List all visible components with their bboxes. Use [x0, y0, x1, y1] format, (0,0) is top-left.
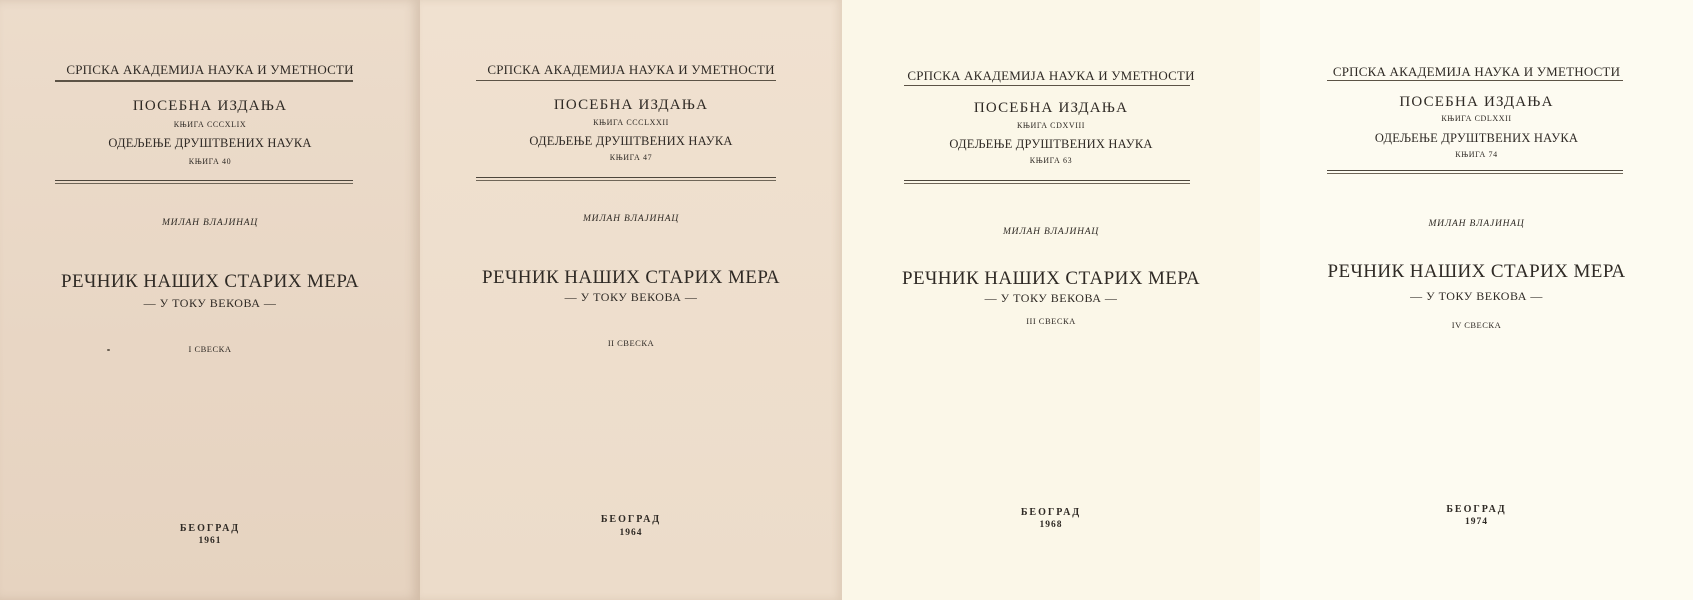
author-name: МИЛАН ВЛАЈИНАЦ: [582, 214, 680, 224]
book-title: РЕЧНИК НАШИХ СТАРИХ МЕРА: [902, 268, 1200, 289]
book-subtitle: — У ТОКУ ВЕКОВА —: [984, 291, 1118, 305]
book-cover-volume-4: [1260, 0, 1693, 600]
double-rule: [476, 177, 776, 181]
publication-city: БЕОГРАД: [179, 523, 241, 534]
volume-label: III СВЕСКА: [1026, 316, 1076, 326]
book-title: РЕЧНИК НАШИХ СТАРИХ МЕРА: [482, 267, 780, 288]
department-name: ОДЕЉЕЊЕ ДРУШТВЕНИХ НАУКА: [108, 136, 312, 150]
department-book-number: КЊИГА 47: [609, 153, 653, 162]
series-book-number: КЊИГА CDXVIII: [1016, 121, 1086, 130]
double-rule: [904, 180, 1190, 184]
header-rule: [1327, 80, 1623, 81]
publication-year: 1961: [198, 536, 222, 546]
publication-city: БЕОГРАД: [1446, 504, 1507, 515]
author-name: МИЛАН ВЛАЈИНАЦ: [1002, 227, 1100, 237]
academy-name: СРПСКА АКАДЕМИЈА НАУКА И УМЕТНОСТИ: [1332, 64, 1621, 79]
series-title: ПОСЕБНА ИЗДАЊА: [1399, 94, 1554, 110]
department-book-number: КЊИГА 74: [1455, 150, 1498, 159]
book-cover-volume-2: [420, 0, 842, 600]
department-book-number: КЊИГА 63: [1029, 156, 1073, 165]
department-name: ОДЕЉЕЊЕ ДРУШТВЕНИХ НАУКА: [949, 137, 1153, 151]
header-rule: [55, 80, 353, 82]
series-book-number: КЊИГА CCCLXXII: [593, 118, 669, 127]
author-name: МИЛАН ВЛАЈИНАЦ: [161, 218, 259, 228]
academy-name: СРПСКА АКАДЕМИЈА НАУКА И УМЕТНОСТИ: [907, 68, 1195, 83]
book-subtitle: — У ТОКУ ВЕКОВА —: [143, 296, 277, 310]
academy-name: СРПСКА АКАДЕМИЈА НАУКА И УМЕТНОСТИ: [66, 62, 354, 77]
series-book-number: КЊИГА CCCXLIX: [173, 120, 247, 129]
book-subtitle: — У ТОКУ ВЕКОВА —: [564, 290, 698, 304]
volume-label: II СВЕСКА: [607, 338, 655, 348]
book-cover-volume-3: [842, 0, 1260, 600]
author-name: МИЛАН ВЛАЈИНАЦ: [1428, 219, 1525, 229]
series-title: ПОСЕБНА ИЗДАЊА: [553, 97, 709, 113]
book-cover-volume-1: [0, 0, 420, 600]
double-rule: [1327, 170, 1623, 174]
header-rule: [476, 80, 776, 81]
department-book-number: КЊИГА 40: [188, 157, 232, 166]
publication-city: БЕОГРАД: [1020, 507, 1082, 518]
series-title: ПОСЕБНА ИЗДАЊА: [973, 100, 1129, 116]
publication-city: БЕОГРАД: [600, 514, 662, 525]
publication-year: 1974: [1465, 517, 1488, 527]
double-rule: [55, 180, 353, 184]
department-name: ОДЕЉЕЊЕ ДРУШТВЕНИХ НАУКА: [1374, 131, 1579, 145]
series-title: ПОСЕБНА ИЗДАЊА: [132, 98, 288, 114]
publication-year: 1968: [1039, 520, 1063, 530]
publication-year: 1964: [619, 528, 643, 538]
academy-name: СРПСКА АКАДЕМИЈА НАУКА И УМЕТНОСТИ: [487, 62, 775, 77]
book-title: РЕЧНИК НАШИХ СТАРИХ МЕРА: [61, 271, 359, 292]
volume-label: I СВЕСКА: [188, 344, 232, 354]
header-rule: [904, 85, 1190, 86]
series-book-number: КЊИГА CDLXXII: [1441, 114, 1512, 123]
book-subtitle: — У ТОКУ ВЕКОВА —: [1410, 289, 1543, 303]
book-title: РЕЧНИК НАШИХ СТАРИХ МЕРА: [1327, 261, 1626, 282]
department-name: ОДЕЉЕЊЕ ДРУШТВЕНИХ НАУКА: [529, 134, 733, 148]
volume-label: IV СВЕСКА: [1451, 320, 1502, 330]
